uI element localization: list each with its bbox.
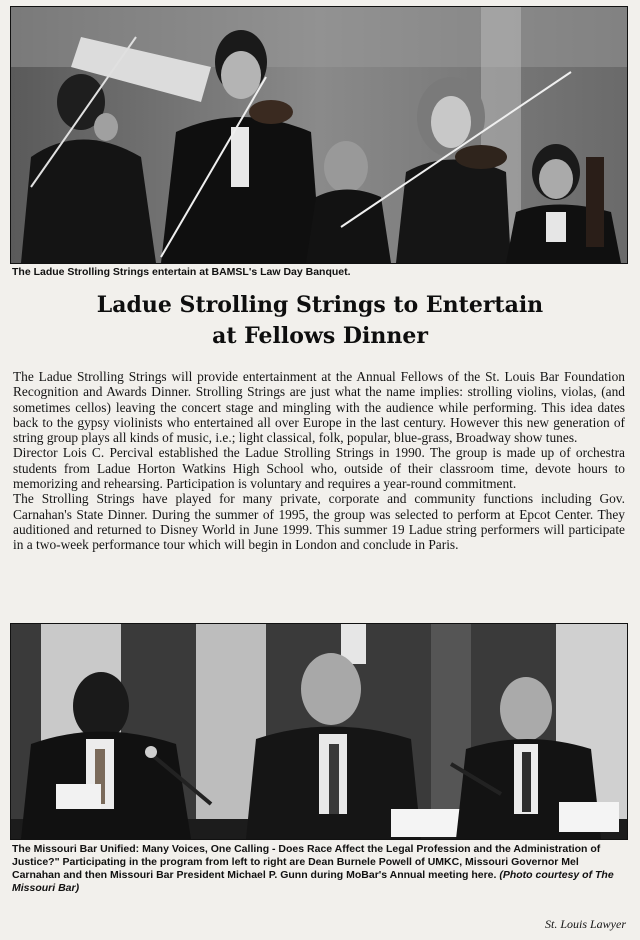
headline-line-1: Ladue Strolling Strings to Entertain: [96, 292, 544, 318]
headline-line-2: at Fellows Dinner: [212, 323, 428, 349]
photo-strolling-strings-image: [11, 7, 627, 263]
photo-strolling-strings: [10, 6, 628, 264]
photo-caption-bottom: [12, 843, 624, 895]
photo-caption-top: The Ladue Strolling Strings entertain at BAMSL's Law Day Banquet.: [12, 266, 351, 278]
article-paragraph: The Strolling Strings have played for many private, corporate and community functions including Gov. Carnahan's State Dinner. During the summer of 1995, the group was selected to perform at Epcot Center. They auditioned and returned to Disney World in June 1999. This summer 19 Ladue string performers will participate in a two-week performance tour which will begin in London and conclude in Paris.: [13, 491, 625, 553]
caption-text: The Missouri Bar Unified: Many Voices, One Calling - Does Race Affect the Legal Profession and the Administration of Justice?" Participating in the program from left to right are Dean Burnele Powell of UMKC, Missouri Governor Mel Carnahan and then Missouri Bar President Michael P. Gunn during MoBar's Annual meeting here.: [12, 843, 601, 881]
article-body: [13, 369, 625, 553]
publication-footer: St. Louis Lawyer: [544, 917, 626, 931]
article-headline: [20, 290, 620, 352]
article-paragraph: The Ladue Strolling Strings will provide entertainment at the Annual Fellows of the St. Louis Bar Foundation Recognition and Awards Dinner. Strolling Strings are just what the name implies: strolling violins, violas, (and sometimes cellos) leaving the concert stage and mingling with the audience while performing. This idea dates back to the gypsy violinists who entertained all over Europe in the last century. However this new generation of string group plays all kinds of music, i.e.; light classical, folk, popular, blue-grass, Broadway show tunes.: [13, 369, 625, 446]
photo-missouri-bar-panel: [10, 623, 628, 840]
article-paragraph: Director Lois C. Percival established the Ladue Strolling Strings in 1990. The group is made up of orchestra students from Ladue Horton Watkins High School who, outside of their classroom time, devote hours to memorizing and rehearsing. Participation is voluntary and requires a year-round commitment.: [13, 445, 625, 492]
photo-missouri-bar-panel-image: [11, 624, 627, 839]
photo-credit: (Photo courtesy of The Missouri Bar): [12, 869, 614, 894]
